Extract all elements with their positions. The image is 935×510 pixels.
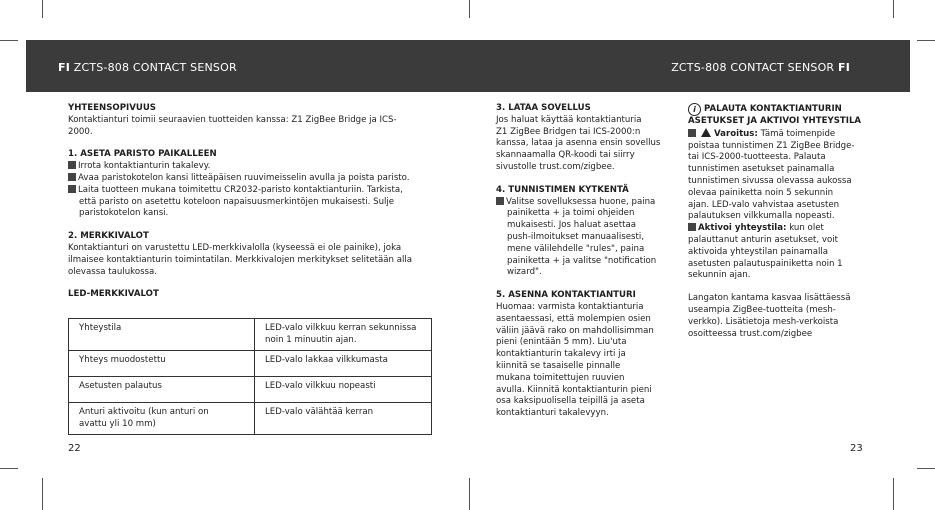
- header-lang: FI: [837, 61, 850, 74]
- warning-icon: [701, 128, 711, 137]
- paragraph-line: avulla. Kiinnitä kontaktianturin pieni: [496, 384, 652, 395]
- header-left: [58, 61, 237, 74]
- table-row: [69, 403, 432, 435]
- bullet-continuation: push-ilmoitukset manuaalisesti,: [507, 231, 644, 242]
- paragraph-line: poistaa tunnistimen Z1 ZigBee Bridge-: [688, 140, 855, 151]
- crop-mark: [42, 478, 43, 510]
- paragraph-line: verkko). Lisätietoja mesh-verkoista: [688, 316, 839, 327]
- activate-line: Aktivoi yhteystila: kun olet: [688, 223, 878, 235]
- section-title: ASETUKSET JA AKTIVOI YHTEYSTILA: [688, 116, 862, 126]
- bullet-continuation: että paristo on asetettu koteloon napaisuusmerkintöjen mukaisesti. Sulje: [79, 196, 395, 207]
- paragraph-line: ilmaisee kontaktianturin toimintatilan. Merkkivalojen merkitykset selitetään alla: [68, 254, 412, 265]
- bullet-square-icon: [68, 173, 76, 181]
- bullet-square-icon: [496, 197, 504, 205]
- crop-mark: [917, 468, 935, 469]
- section-title: 1. ASETA PARISTO PAIKALLEEN: [68, 149, 217, 160]
- crop-mark: [469, 478, 470, 510]
- info-icon: i: [688, 103, 701, 116]
- crop-mark: [42, 0, 43, 18]
- paragraph-line: skannaamalla QR-koodi tai siirry: [496, 150, 635, 161]
- bullet-square-icon: [688, 223, 696, 231]
- paragraph-line: olevaa painiketta noin 5 sekunnin: [688, 187, 834, 198]
- bullet-square-icon: [68, 161, 76, 169]
- column-middle: [496, 103, 676, 420]
- bullet-continuation: paristokotelon kansi.: [79, 208, 169, 219]
- crop-mark: [893, 0, 894, 18]
- bullet-item: Avaa paristokotelon kansi litteäpäisen ruuvimeisselin avulla ja poista paristo.: [68, 173, 443, 185]
- section-title: YHTEENSOPIVUUS: [68, 103, 156, 113]
- table-cell: Yhteystila: [69, 319, 255, 351]
- paragraph-line: kiinnitä se tasaiselle pinnalle: [496, 360, 621, 371]
- paragraph-line: sekunnin ajan.: [688, 270, 751, 281]
- column-right: [688, 103, 878, 340]
- bullet-continuation: wizard".: [507, 267, 542, 278]
- paragraph-line: aktivoida yhteystilan painamalla: [688, 246, 829, 257]
- paragraph-line: 2000.: [68, 126, 93, 137]
- crop-mark: [0, 40, 18, 41]
- paragraph-line: osa kaksipuolisella teipillä ja aseta: [496, 396, 645, 407]
- paragraph-line: pieni (enintään 5 mm). Liu'uta: [496, 337, 627, 348]
- section-title: i PALAUTA KONTAKTIANTURIN: [688, 103, 878, 116]
- table-row: [69, 351, 432, 377]
- table-cell: Anturi aktivoitu (kun anturi on avattu yli 10 mm): [69, 403, 255, 435]
- paragraph-line: tai ICS-2000-tuotteesta. Palauta: [688, 152, 826, 163]
- paragraph-line: sivustolle trust.com/zigbee.: [496, 161, 615, 172]
- warning-line: Varoitus: Tämä toimenpide: [688, 128, 878, 141]
- paragraph-line: tunnistimen asetukset painamalla: [688, 164, 835, 175]
- bullet-item: Laita tuotteen mukana toimitettu CR2032-paristo kontaktianturiin. Tarkista,: [68, 185, 443, 197]
- paragraph-line: osoitteessa trust.com/zigbee: [688, 328, 813, 339]
- table-cell: LED-valo vilkkuu nopeasti: [255, 377, 432, 403]
- section-title: 5. ASENNA KONTAKTIANTURI: [496, 290, 636, 301]
- table-cell: LED-valo välähtää kerran: [255, 403, 432, 435]
- table-cell: LED-valo vilkkuu kerran sekunnissa noin 1 minuutin ajan.: [255, 319, 432, 351]
- section-title: 3. LATAA SOVELLUS: [496, 103, 591, 113]
- paragraph-line: kontaktianturin takalevy irti ja: [496, 349, 626, 360]
- paragraph-line: ajan. LED-valo vahvistaa asetusten: [688, 199, 840, 210]
- header-title: ZCTS-808 CONTACT SENSOR: [73, 61, 237, 74]
- header-lang: FI: [58, 61, 71, 74]
- paragraph-line: Kontaktianturi toimii seuraavien tuotteiden kanssa: Z1 ZigBee Bridge ja ICS-: [68, 114, 397, 125]
- bullet-item: Irrota kontaktianturin takalevy.: [68, 161, 443, 173]
- table-cell: Asetusten palautus: [69, 377, 255, 403]
- crop-mark: [0, 468, 18, 469]
- table-row: [69, 377, 432, 403]
- paragraph-line: Jos haluat käyttää kontaktianturia: [496, 114, 642, 125]
- paragraph-line: kanssa, lataa ja asenna ensin sovellus: [496, 138, 661, 149]
- paragraph-line: tunnistimen sivussa olevassa aukossa: [688, 175, 852, 186]
- paragraph-line: mukana toimitettujen ruuvien: [496, 372, 625, 383]
- column-left: [68, 103, 443, 301]
- paragraph-line: asetusten palautuspainiketta noin 1: [688, 258, 843, 269]
- crop-mark: [893, 478, 894, 510]
- paragraph-line: palautuksen vilkkumalla nopeasti.: [688, 211, 835, 222]
- table-cell: Yhteys muodostettu: [69, 351, 255, 377]
- bullet-continuation: painiketta + ja toimi ohjeiden: [507, 208, 635, 219]
- bullet-continuation: mene välilehdelle "rules", paina: [507, 243, 645, 254]
- bullet-item: Valitse sovelluksessa huone, paina: [496, 197, 676, 209]
- bullet-square-icon: [688, 129, 696, 137]
- paragraph-line: Kontaktianturi on varustettu LED-merkkivalolla (kyseessä ei ole painike), joka: [68, 242, 402, 253]
- page-number-right: 23: [850, 443, 863, 454]
- bullet-continuation: painiketta + ja valitse "notification: [507, 255, 657, 266]
- crop-mark: [469, 0, 470, 18]
- table-row: [69, 319, 432, 351]
- header-title: ZCTS-808 CONTACT SENSOR: [671, 61, 835, 74]
- paragraph-line: väliin jäävä rako on mahdollisimman: [496, 325, 654, 336]
- header-right: [671, 61, 850, 74]
- bullet-square-icon: [68, 185, 76, 193]
- paragraph-line: Z1 ZigBee Bridgen tai ICS-2000:n: [496, 126, 641, 137]
- table-cell: LED-valo lakkaa vilkkumasta: [255, 351, 432, 377]
- crop-mark: [917, 40, 935, 41]
- bullet-continuation: mukaisesti. Jos haluat asettaa: [507, 220, 636, 231]
- paragraph-line: kontaktianturi takalevyyn.: [496, 408, 609, 419]
- section-title: 4. TUNNISTIMEN KYTKENTÄ: [496, 184, 629, 195]
- section-title: 2. MERKKIVALOT: [68, 231, 149, 242]
- page-number-left: 22: [68, 443, 81, 454]
- paragraph-line: palauttanut anturin asetukset, voit: [688, 234, 838, 245]
- paragraph-line: Huomaa: varmista kontaktianturia: [496, 301, 644, 312]
- paragraph-line: asentaessasi, että molempien osien: [496, 313, 651, 324]
- paragraph-line: useampia ZigBee-tuotteita (mesh-: [688, 304, 836, 315]
- led-table: [68, 318, 432, 435]
- section-title: LED-MERKKIVALOT: [68, 289, 159, 300]
- paragraph-line: olevassa taulukossa.: [68, 266, 158, 277]
- paragraph-line: Langaton kantama kasvaa lisättäessä: [688, 293, 851, 304]
